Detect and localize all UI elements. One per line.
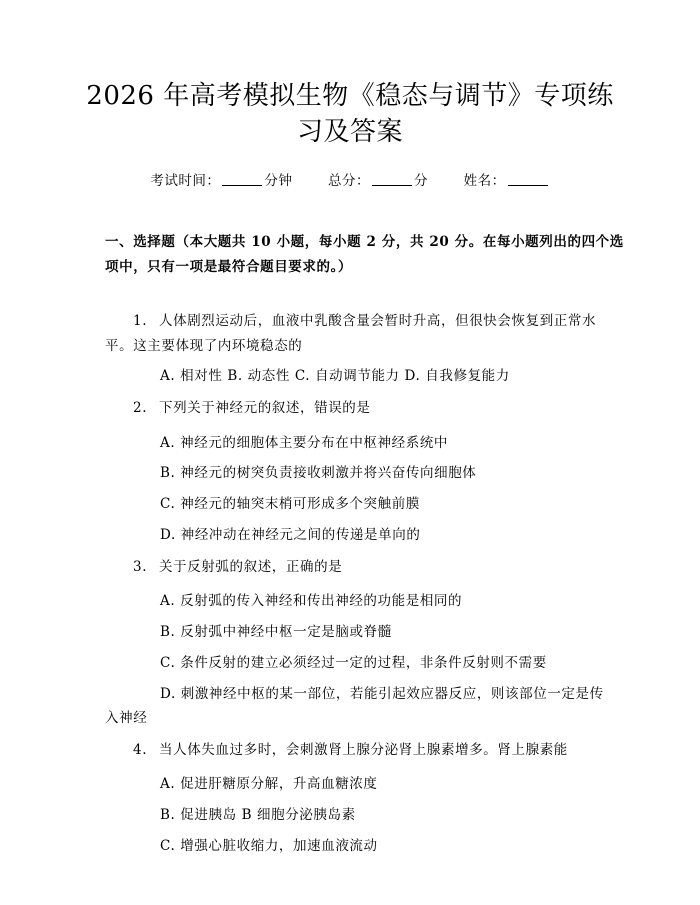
question-stem: 关于反射弧的叙述，正确的是 xyxy=(159,559,343,575)
time-unit: 分钟 xyxy=(264,173,293,189)
time-blank xyxy=(222,171,262,186)
question-3-option-a: A. 反射弧的传入神经和传出神经的功能是相同的 xyxy=(160,593,463,609)
score-unit: 分 xyxy=(414,173,428,189)
question-number: 2. xyxy=(133,400,148,416)
question-stem: 当人体失血过多时，会刺激肾上腺分泌肾上腺素增多。肾上腺素能 xyxy=(159,742,568,758)
question-2-option-d: D. 神经冲动在神经元之间的传递是单向的 xyxy=(160,527,421,543)
question-number: 1. xyxy=(133,313,148,329)
question-4-option-c: C. 增强心脏收缩力，加速血液流动 xyxy=(160,838,378,854)
name-blank xyxy=(508,171,548,186)
question-4-option-b: B. 促进胰岛 B 细胞分泌胰岛素 xyxy=(160,807,356,823)
question-1-stem xyxy=(133,309,596,329)
question-1-options: A. 相对性 B. 动态性 C. 自动调节能力 D. 自我修复能力 xyxy=(160,368,510,384)
document-title-line1: 2026 年高考模拟生物《稳态与调节》专项练 xyxy=(86,81,614,111)
question-stem: 下列关于神经元的叙述，错误的是 xyxy=(159,400,371,416)
section-header-line1: 一、选择题（本大题共 10 小题，每小题 2 分，共 20 分。在每小题列出的四个选 xyxy=(105,234,624,250)
question-2-option-a: A. 神经元的细胞体主要分布在中枢神经系统中 xyxy=(160,435,449,451)
document-title-line2: 习及答案 xyxy=(296,117,403,147)
question-1-stem-cont: 平。这主要体现了内环境稳态的 xyxy=(105,338,303,354)
question-3-option-d-cont: 入神经 xyxy=(105,710,148,726)
question-number: 4. xyxy=(133,742,148,758)
question-3-option-b: B. 反射弧中神经中枢一定是脑或脊髓 xyxy=(160,624,392,640)
question-3-stem xyxy=(133,555,342,575)
exam-meta xyxy=(0,169,700,189)
question-3-option-c: C. 条件反射的建立必须经过一定的过程，非条件反射则不需要 xyxy=(160,655,547,671)
score-label: 总分： xyxy=(328,173,370,189)
question-stem-line1: 人体剧烈运动后，血液中乳酸含量会暂时升高，但很快会恢复到正常水 xyxy=(159,313,597,329)
question-number: 3. xyxy=(133,559,148,575)
section-header-line2: 项中，只有一项是最符合题目要求的。） xyxy=(105,259,353,275)
question-3-option-d: D. 刺激神经中枢的某一部位，若能引起效应器反应，则该部位一定是传 xyxy=(160,686,604,702)
question-2-stem xyxy=(133,396,371,416)
score-blank xyxy=(372,171,412,186)
question-2-option-c: C. 神经元的轴突末梢可形成多个突触前膜 xyxy=(160,496,420,512)
name-label: 姓名： xyxy=(463,173,506,189)
question-4-stem xyxy=(133,738,568,758)
question-2-option-b: B. 神经元的树突负责接收刺激并将兴奋传向细胞体 xyxy=(160,465,477,481)
question-4-option-a: A. 促进肝糖原分解，升高血糖浓度 xyxy=(160,776,378,792)
time-label: 考试时间： xyxy=(150,173,221,189)
